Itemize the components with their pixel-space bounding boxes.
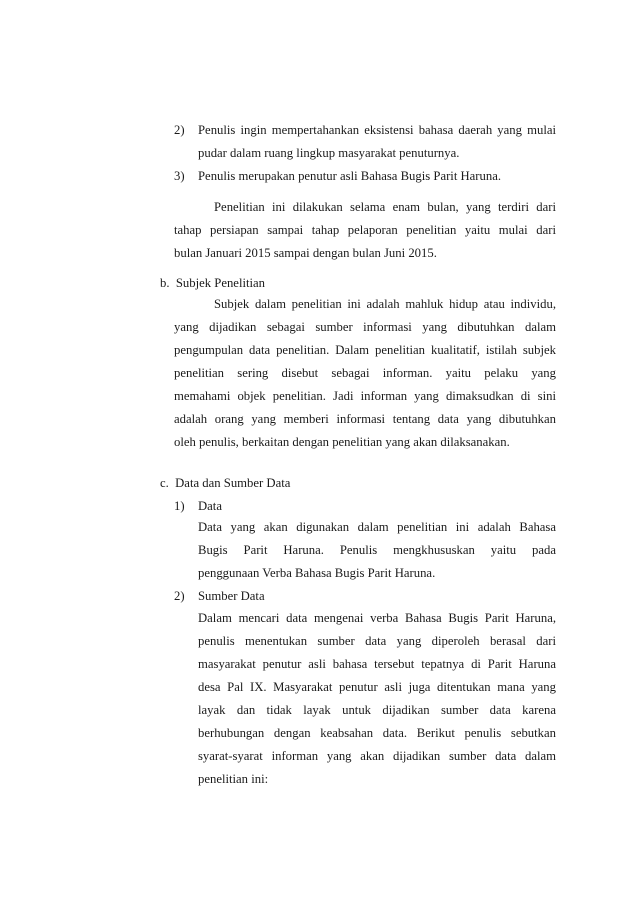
section-b-line-6: adalah orang yang memberi informasi tentang data yang dibutuhkan bbox=[174, 412, 556, 426]
section-b-line-3: pengumpulan data penelitian. Dalam penelitian kualitatif, istilah subjek bbox=[174, 343, 556, 357]
section-c-heading: c. Data dan Sumber Data bbox=[160, 476, 291, 490]
section-b-line-2: yang dijadikan sebagai sumber informasi yang dibutuhkan dalam bbox=[174, 320, 556, 334]
list-number-2: 2) bbox=[174, 123, 185, 137]
list-number-3: 3) bbox=[174, 169, 185, 183]
paragraph-time-line-1: Penelitian ini dilakukan selama enam bulan, yang terdiri dari bbox=[214, 200, 556, 214]
section-b-line-4: penelitian sering disebut sebagai informan. yaitu pelaku yang bbox=[174, 366, 556, 380]
paragraph-time-line-3: bulan Januari 2015 sampai dengan bulan Juni 2015. bbox=[174, 246, 437, 260]
subsection-2-line-5: layak dan tidak layak untuk dijadikan sumber data karena bbox=[198, 703, 556, 717]
subsection-1-line-2: Bugis Parit Haruna. Penulis mengkhususkan yaitu pada bbox=[198, 543, 556, 557]
list-item-3-line-1: Penulis merupakan penutur asli Bahasa Bugis Parit Haruna. bbox=[198, 169, 502, 183]
subsection-1-line-1: Data yang akan digunakan dalam penelitian ini adalah Bahasa bbox=[198, 520, 556, 534]
subsection-2-line-3: masyarakat penutur asli bahasa tersebut tepatnya di Parit Haruna bbox=[198, 657, 556, 671]
subsection-2-line-8: penelitian ini: bbox=[198, 772, 269, 786]
paragraph-time-line-2: tahap persiapan sampai tahap pelaporan penelitian yaitu mulai dari bbox=[174, 223, 556, 237]
subsection-1-title: Data bbox=[198, 499, 222, 513]
subsection-2-line-2: penulis menentukan sumber data yang diperoleh berasal dari bbox=[198, 634, 556, 648]
subsection-2-title: Sumber Data bbox=[198, 589, 265, 603]
list-item-2-line-2: pudar dalam ruang lingkup masyarakat penuturnya. bbox=[198, 146, 460, 160]
section-b-heading: b. Subjek Penelitian bbox=[160, 276, 266, 290]
subsection-2-line-7: syarat-syarat informan yang akan dijadikan sumber data dalam bbox=[198, 749, 556, 763]
subsection-2-number: 2) bbox=[174, 589, 185, 603]
section-b-line-1: Subjek dalam penelitian ini adalah mahluk hidup atau individu, bbox=[214, 297, 556, 311]
subsection-2-line-4: desa Pal IX. Masyarakat penutur asli juga ditentukan mana yang bbox=[198, 680, 556, 694]
subsection-2-line-1: Dalam mencari data mengenai verba Bahasa Bugis Parit Haruna, bbox=[198, 611, 556, 625]
subsection-1-number: 1) bbox=[174, 499, 185, 513]
list-item-2-line-1: Penulis ingin mempertahankan eksistensi bahasa daerah yang mulai bbox=[198, 123, 556, 137]
subsection-1-line-3: penggunaan Verba Bahasa Bugis Parit Haruna. bbox=[198, 566, 436, 580]
subsection-2-line-6: berhubungan dengan keabsahan data. Berikut penulis sebutkan bbox=[198, 726, 556, 740]
section-b-line-5: memahami objek penelitian. Jadi informan yang dimaksudkan di sini bbox=[174, 389, 556, 403]
section-b-line-7: oleh penulis, berkaitan dengan penelitian yang akan dilaksanakan. bbox=[174, 435, 510, 449]
